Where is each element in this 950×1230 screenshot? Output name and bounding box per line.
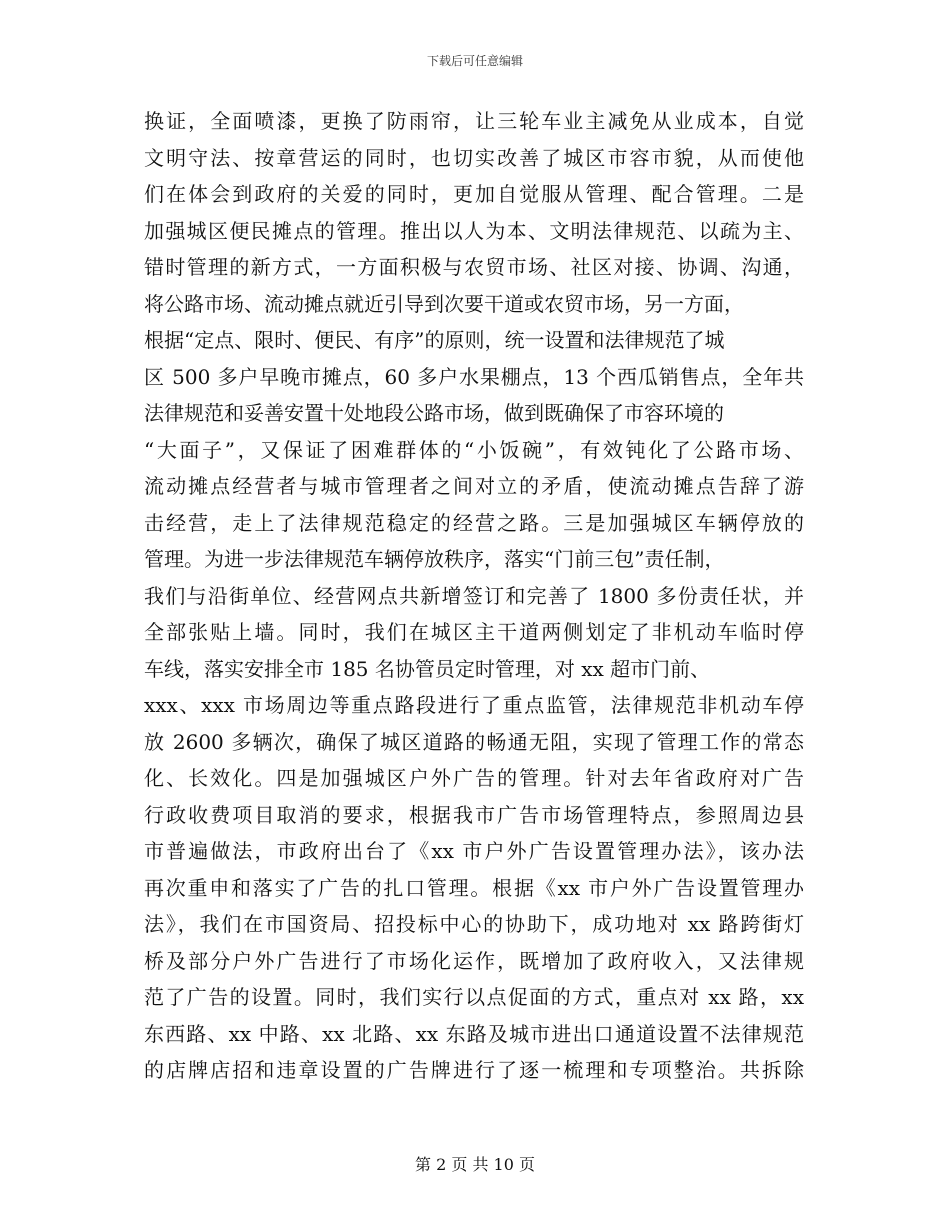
page-header: 下载后可任意编辑 xyxy=(426,54,523,68)
text-line: 击经营，走上了法律规范稳定的经营之路。三是加强城区车辆停放的 xyxy=(144,510,804,535)
text-line: 加强城区便民摊点的管理。推出以人为本、文明法律规范、以疏为主、 xyxy=(144,218,804,243)
text-line: 文明守法、按章营运的同时，也切实改善了城区市容市貌，从而使他 xyxy=(144,145,804,170)
text-line: 根据“定点、限时、便民、有序”的原则，统一设置和法律规范了城 xyxy=(144,328,725,352)
body-text xyxy=(144,103,804,1089)
text-line: 车线，落实安排全市 185 名协管员定时管理，对 xx 超市门前、 xyxy=(144,656,711,681)
text-line: 管理。为进一步法律规范车辆停放秩序，落实“门前三包”责任制， xyxy=(144,547,725,571)
text-line: 换证，全面喷漆，更换了防雨帘，让三轮车业主减免从业成本，自觉 xyxy=(144,109,804,133)
text-line: 桥及部分户外广告进行了市场化运作，既增加了政府收入，又法律规 xyxy=(144,948,804,973)
text-line: 错时管理的新方式，一方面积极与农贸市场、社区对接、协调、沟通， xyxy=(144,255,804,279)
page-footer: 第 2 页 共 10 页 xyxy=(415,1155,535,1174)
text-line: 东西路、xx 中路、xx 北路、xx 东路及城市进出口通道设置不法律规范 xyxy=(144,1021,804,1046)
text-line: 范了广告的设置。同时，我们实行以点促面的方式，重点对 xx 路，xx xyxy=(144,985,804,1009)
text-line: 法》，我们在市国资局、招投标中心的协助下，成功地对 xx 路跨街灯 xyxy=(144,912,804,936)
text-line: 化、长效化。四是加强城区户外广告的管理。针对去年省政府对广告 xyxy=(144,766,804,790)
text-line: 流动摊点经营者与城市管理者之间对立的矛盾，使流动摊点告辞了游 xyxy=(144,474,804,498)
text-line: 我们与沿街单位、经营网点共新增签订和完善了 1800 多份责任状，并 xyxy=(144,583,804,608)
text-line: “大面子”，又保证了困难群体的“小饭碗”，有效钝化了公路市场、 xyxy=(144,437,804,462)
text-line: 的店牌店招和违章设置的广告牌进行了逐一梳理和专项整治。共拆除 xyxy=(144,1058,804,1082)
text-line: 行政收费项目取消的要求，根据我市广告市场管理特点，参照周边县 xyxy=(144,802,804,827)
text-line: 区 500 多户早晚市摊点，60 多户水果棚点，13 个西瓜销售点，全年共 xyxy=(144,364,804,389)
text-line: 再次重申和落实了广告的扎口管理。根据《xx 市户外广告设置管理办 xyxy=(144,875,804,900)
text-line: 全部张贴上墙。同时，我们在城区主干道两侧划定了非机动车临时停 xyxy=(144,620,804,644)
text-line: 放 2600 多辆次，确保了城区道路的畅通无阻，实现了管理工作的常态 xyxy=(144,729,804,754)
text-line: xxx、xxx 市场周边等重点路段进行了重点监管，法律规范非机动车停 xyxy=(144,693,804,717)
text-line: 们在体会到政府的关爱的同时，更加自觉服从管理、配合管理。二是 xyxy=(144,182,804,206)
text-line: 市普遍做法，市政府出台了《xx 市户外广告设置管理办法》，该办法 xyxy=(144,839,804,863)
text-line: 法律规范和妥善安置十处地段公路市场，做到既确保了市容环境的 xyxy=(144,401,724,425)
text-line: 将公路市场、流动摊点就近引导到次要干道或农贸市场，另一方面， xyxy=(144,291,744,316)
